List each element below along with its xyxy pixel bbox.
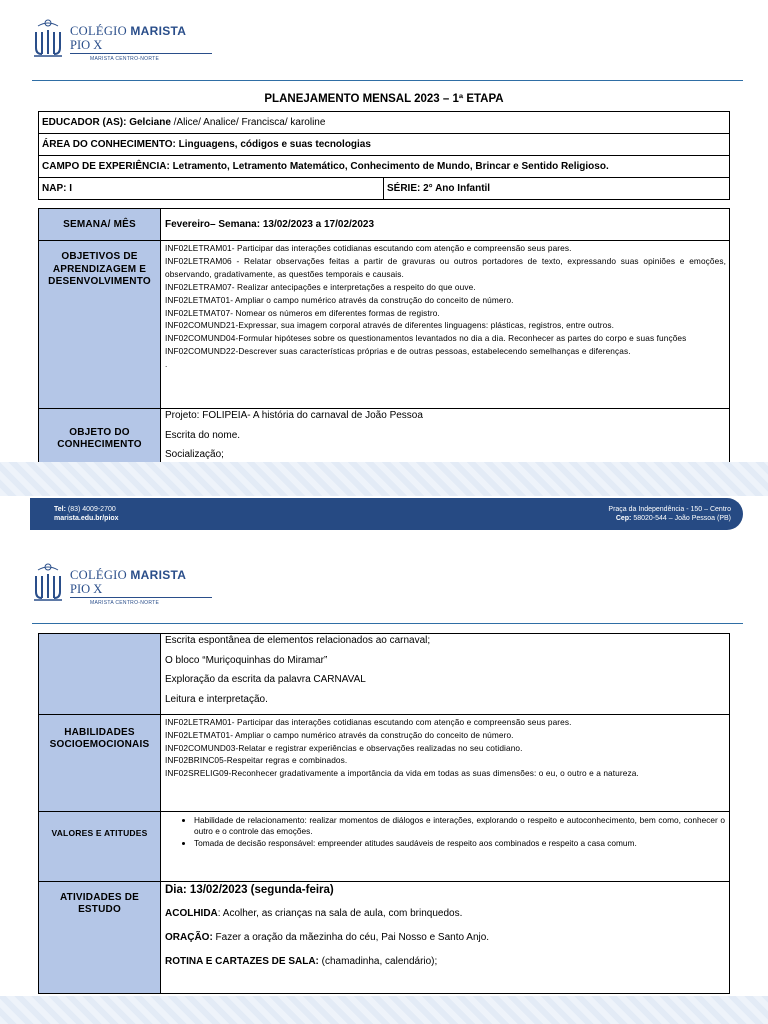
logo-tagline: MARISTA CENTRO-NORTE [90, 600, 160, 606]
valores-content [161, 811, 730, 881]
atividades-dia: Dia: 13/02/2023 (segunda-feira) [165, 883, 334, 896]
habilidades-label: HABILIDADES SOCIOEMOCIONAIS [39, 714, 161, 811]
footer-cep-label: Cep: [615, 515, 632, 522]
objeto-item: O bloco “Muriçoquinhas do Miramar” [165, 654, 328, 666]
logo-word-colegio: COLÉGIO [70, 24, 127, 38]
educador-row [39, 112, 730, 134]
objeto-item: Socialização; [165, 449, 224, 461]
objeto-content-p2 [161, 634, 730, 715]
educador-names: /Alice/ Analice/ Francisca/ karoline [170, 117, 326, 128]
document-title: PLANEJAMENTO MENSAL 2023 – 1ª ETAPA [264, 93, 504, 105]
planning-table-p2 [38, 633, 730, 994]
valor-item: • Habilidade de relacionamento: realizar momentos de diálogos e interações, explorando o respeito e autoconhecimento, bem como, conhecer o outro e o controle das emoções. [194, 815, 725, 838]
objeto-label: OBJETO DO CONHECIMENTO [39, 409, 161, 470]
footer-contact [54, 505, 119, 523]
objeto-item: Escrita espontânea de elementos relacionados ao carnaval; [165, 635, 431, 646]
objetivo-item: INF02LETRAM07- Realizar antecipações e interpretações a respeito do que ouve. [165, 281, 476, 292]
valores-list [165, 815, 725, 850]
header-rule-p2 [32, 623, 743, 624]
habilidade-item: INF02LETMAT01- Ampliar o campo numérico através da construção do conceito de número. [165, 729, 514, 740]
objetivo-item: INF02LETRAM01- Participar das interações cotidianas escutando com atenção e compreensão seus pares. [165, 243, 572, 253]
objeto-item: Leitura e interpretação. [165, 694, 268, 706]
logo-word-colegio: COLÉGIO [70, 568, 127, 582]
habilidade-item: INF02LETRAM01- Participar das interações cotidianas escutando com atenção e compreensão seus pares. [165, 716, 572, 727]
objetivo-item: INF02LETMAT07- Nomear os números em diferentes formas de registro. [165, 307, 440, 318]
footer-address [608, 505, 731, 523]
objetivo-item: INF02LETMAT01- Ampliar o campo numérico através da construção do conceito de número. [165, 294, 514, 305]
objeto-item: Escrita do nome. [165, 429, 241, 441]
bottom-pattern [0, 996, 768, 1024]
page-footer [30, 498, 743, 530]
objetivos-label: OBJETIVOS DE APRENDIZAGEM E DESENVOLVIMENTO [39, 241, 161, 409]
footer-site: marista.edu.br/piox [54, 515, 119, 522]
objetivos-content [161, 241, 730, 409]
rotina-text: (chamadinha, calendário); [318, 955, 438, 967]
footer-tel-label: Tel: [54, 506, 66, 513]
oracao-text: Fazer a oração da mãezinha do céu, Pai Nosso e Santo Anjo. [212, 931, 490, 943]
rotina-label: ROTINA E CARTAZES DE SALA: [165, 955, 319, 967]
valor-item: • Tomada de decisão responsável: empreender atitudes saudáveis de respeito aos combinados e respeito a casa comum. [194, 838, 725, 850]
oracao-label: ORAÇÃO: [165, 931, 213, 943]
objetivo-item: INF02LETRAM06 - Relatar observações feitas a partir de gravuras ou outros portadores de texto, expressando suas opiniões e emoções, observando, gradativamente, as questões temporais e causais. [165, 255, 726, 279]
logo-rule [70, 53, 212, 54]
objetivo-item: INF02COMUND22-Descrever suas características próprias e de outras pessoas, estabelecendo semelhanças e diferenças. [165, 346, 631, 357]
logo-tagline: MARISTA CENTRO-NORTE [90, 56, 160, 62]
objeto-content-p1 [161, 409, 730, 470]
logo-pio-x: PIO X [70, 38, 103, 52]
acolhida-text: : Acolher, as crianças na sala de aula, com brinquedos. [217, 907, 463, 919]
footer-pattern [0, 462, 768, 496]
campo-row: CAMPO DE EXPERIÊNCIA: Letramento, Letramento Matemático, Conhecimento de Mundo, Brincar e Sentido Religioso. [39, 156, 730, 178]
school-logo-p2 [30, 560, 190, 610]
habilidade-item: INF02SRELIG09-Reconhecer gradativamente a importância da vida em todas as suas dimensões: o eu, o outro e a natureza. [165, 768, 639, 779]
habilidade-item: INF02BRINC05-Respeitar regras e combinados. [165, 755, 348, 766]
acolhida-label: ACOLHIDA [165, 907, 218, 919]
educador-label: EDUCADOR (AS): Gelciane [42, 117, 171, 128]
school-logo [30, 16, 190, 66]
logo-pio-x: PIO X [70, 582, 103, 596]
logo-word-marista: MARISTA [130, 568, 187, 582]
logo-word-marista: MARISTA [130, 24, 187, 38]
info-table [38, 111, 730, 200]
serie-cell: SÉRIE: 2° Ano Infantil [384, 178, 730, 200]
atividades-content [161, 881, 730, 993]
atividades-label: ATIVIDADES DE ESTUDO [39, 881, 161, 993]
semana-value: Fevereiro– Semana: 13/02/2023 a 17/02/2023 [161, 209, 730, 241]
area-row: ÁREA DO CONHECIMENTO: Linguagens, códigos e suas tecnologias [39, 134, 730, 156]
objetivo-item: INF02COMUND21-Expressar, sua imagem corporal através de diferentes linguagens: plásticas, registros, entre outros. [165, 320, 615, 331]
habilidades-content [161, 714, 730, 811]
objetivo-item: . [165, 359, 168, 370]
objeto-item: Exploração da escrita da palavra CARNAVAL [165, 674, 366, 686]
valores-label: VALORES E ATITUDES [39, 811, 161, 881]
objeto-label-continued [39, 634, 161, 715]
nap-cell: NAP: I [39, 178, 384, 200]
habilidade-item: INF02COMUND03-Relatar e registrar experiências e observações realizadas no seu cotidiano. [165, 742, 523, 753]
logo-rule [70, 597, 212, 598]
marista-emblem-icon [30, 562, 66, 602]
objetivo-item: INF02COMUND04-Formular hipóteses sobre os questionamentos levantados no dia a dia. Reconhecer as partes do corpo e suas funções [165, 333, 687, 344]
objeto-item: Projeto: FOLIPEIA- A história do carnaval de João Pessoa [165, 410, 423, 421]
semana-label: SEMANA/ MÊS [39, 209, 161, 241]
footer-addr: Praça da Independência - 150 – Centro [608, 506, 731, 513]
header-rule [32, 80, 743, 81]
footer-cep: 58020-544 – João Pessoa (PB) [631, 515, 731, 522]
marista-emblem-icon [30, 18, 66, 58]
planning-table-p1 [38, 208, 730, 470]
footer-tel: (83) 4009-2700 [65, 506, 116, 513]
